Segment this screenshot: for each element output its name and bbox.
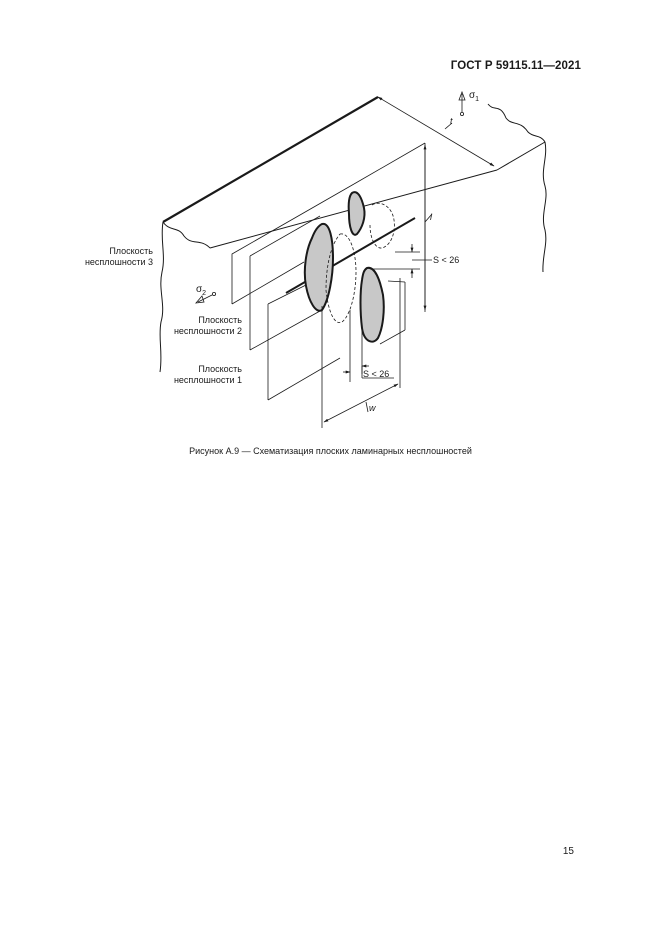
sigma1-label: $\sigma_1$ <box>469 90 480 103</box>
svg-text:несплошности 2: несплошности 2 <box>173 326 242 336</box>
figure-caption: Рисунок А.9 — Схематизация плоских ламинарных несплошностей <box>189 446 472 456</box>
dimension-s-upper <box>370 244 432 278</box>
plane-3-label <box>85 246 153 267</box>
page-number: 15 <box>562 846 574 857</box>
document-code: ГОСТ Р 59115.11—2021 <box>450 60 581 72</box>
dim-s-upper-label: S < 26 <box>433 255 460 265</box>
dimension-l <box>425 145 432 310</box>
flaw-shapes <box>305 192 384 342</box>
dim-s-lower-label: S < 26 <box>363 369 390 379</box>
dimension-t <box>378 97 494 166</box>
plane-1-label <box>174 364 242 385</box>
dim-t-label: t <box>450 116 453 126</box>
svg-text:несплошности 3: несплошности 3 <box>84 257 153 267</box>
svg-text:Плоскость: Плоскость <box>198 364 242 374</box>
dim-w-label: w <box>369 403 376 413</box>
svg-text:Плоскость: Плоскость <box>198 315 242 325</box>
sigma1-indicator <box>459 92 465 116</box>
plane-2-label <box>174 315 242 336</box>
dim-l-label: l <box>430 212 432 222</box>
sigma2-label: $\sigma_2$ <box>196 284 207 297</box>
svg-text:несплошности 1: несплошности 1 <box>173 375 242 385</box>
svg-text:Плоскость: Плоскость <box>109 246 153 256</box>
